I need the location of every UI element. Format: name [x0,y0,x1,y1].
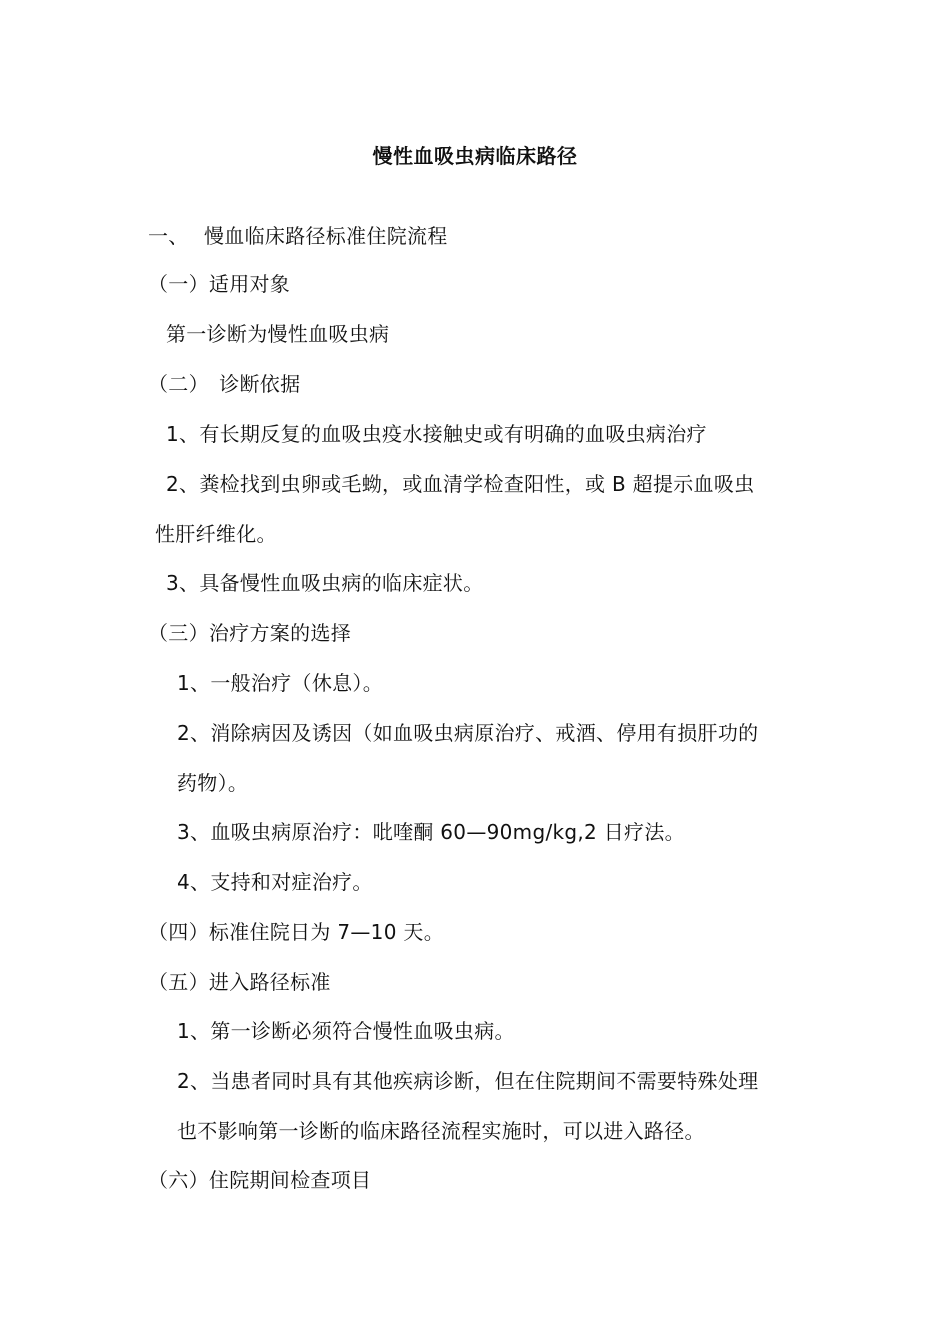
subsection-heading: （一）适用对象 [148,272,291,296]
subsection-heading: （三）治疗方案的选择 [148,621,351,645]
subsection-heading: （二） 诊断依据 [148,372,301,396]
list-item-continuation: 药物）。 [177,771,249,795]
section-number: 一、 [148,224,189,248]
list-item: 1、有长期反复的血吸虫疫水接触史或有明确的血吸虫病治疗 [166,422,707,446]
document-title: 慢性血吸虫病临床路径 [372,144,578,168]
list-item: 3、血吸虫病原治疗：吡喹酮 60—90mg/kg,2 日疗法。 [177,820,685,844]
list-item: 1、第一诊断必须符合慢性血吸虫病。 [177,1019,515,1043]
subsection-heading: （五）进入路径标准 [148,970,331,994]
list-item: 4、支持和对症治疗。 [177,870,373,894]
section-heading [148,221,448,251]
list-item-continuation: 性肝纤维化。 [155,522,277,546]
subsection-heading: （六）住院期间检查项目 [148,1168,372,1192]
section-heading-text: 慢血临床路径标准住院流程 [204,224,448,248]
list-item: 1、一般治疗（休息）。 [177,671,384,695]
list-item: 2、当患者同时具有其他疾病诊断，但在住院期间不需要特殊处理 [177,1069,759,1093]
subsection-heading: （四）标准住院日为 7—10 天。 [148,920,444,944]
list-item-continuation: 也不影响第一诊断的临床路径流程实施时，可以进入路径。 [177,1119,705,1143]
list-item: 2、粪检找到虫卵或毛蚴，或血清学检查阳性，或 B 超提示血吸虫 [166,472,755,496]
list-item: 3、具备慢性血吸虫病的临床症状。 [166,571,484,595]
list-item: 2、消除病因及诱因（如血吸虫病原治疗、戒酒、停用有损肝功的 [177,721,759,745]
paragraph-line: 第一诊断为慢性血吸虫病 [166,322,390,346]
